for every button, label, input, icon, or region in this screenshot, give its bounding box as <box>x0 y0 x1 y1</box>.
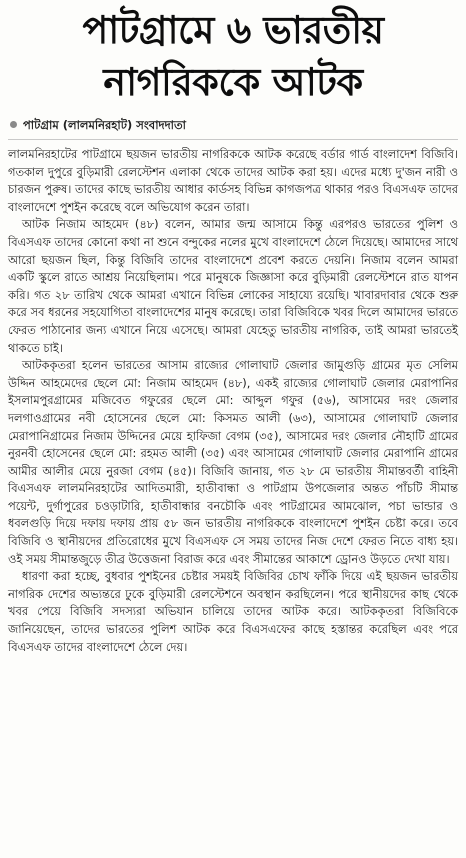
paragraph-1: লালমনিরহাটের পাটগ্রামে ছয়জন ভারতীয় নাগরিককে আটক করেছে বর্ডার গার্ড বাংলাদেশ বিজিবি। গতকাল দুপুরে বুড়িমারী রেলস্টেশন এলাকা থেকে তাদের আটক করা হয়। এদের মধ্যে দু'জন নারী ও চারজন পুরুষ। তাদের কাছে ভারতীয় আধার কার্ডসহ বিভিন্ন কাগজপত্র থাকার পরও বিএসএফ তাদের বাংলাদেশে পুশইন করেছে বলে অভিযোগ করেন তারা। <box>8 147 458 214</box>
paragraph-4: ধারণা করা হচ্ছে, বুধবার পুশইনের চেষ্টার সময়ই বিজিবির চোখ ফাঁকি দিয়ে এই ছয়জন ভারতীয় নাগরিক দেশের অভ্যন্তরে ঢুকে বুড়িমারী রেলস্টেশনে অবস্থান করছিলেন। পরে স্থানীয়দের কাছ থেকে খবর পেয়ে বিজিবি সদস্যরা অভিযান চালিয়ে তাদের আটক করে। আটককৃতরা বিজিবিকে জানিয়েছেন, তাদের ভারতের পুলিশ আটক করে বিএসএফের কাছে হস্তান্তর করেছিল এবং পরে বিএসএফ তাদের বাংলাদেশে ঠেলে দেয়। <box>8 569 458 654</box>
headline-line-1: পাটগ্রামে ৬ ভারতীয় <box>82 8 384 52</box>
paragraph-2: আটক নিজাম আহমেদ (৪৮) বলেন, আমার জন্ম আসামে কিন্তু এরপরও ভারতের পুলিশ ও বিএসএফ তাদের কোনো কথা না শুনে বন্দুকের নলের মুখে বাংলাদেশে ঠেলে দিয়েছে। আমাদের সাথে আরো ছয়জন ছিল, কিন্তু বিজিবি তাদের বাংলাদেশে প্রবেশ করতে দেয়নি। নিজাম বলেন আমরা একটি স্কুলে রাতে আশ্রয় নিয়েছিলাম। পরে মানুষকে জিজ্ঞাসা করে বুড়িমারী রেলস্টেশনে রাত যাপন করি। গত ২৮ তারিখ থেকে আমরা এখানে বিভিন্ন লোকের সাহায্যে রয়েছি। খাবারদাবার থেকে শুরু করে সব ধরনের সহযোগিতা বাংলাদেশের মানুষ করেছে। তারা বিজিবিকে খবর দিলে আমাদের ভারতে ফেরত পাঠানোর জন্য এখানে নিয়ে এসেছে। আমরা যেহেতু ভারতীয় নাগরিক, তাই আমরা ভারতেই থাকতে চাই। <box>8 217 458 355</box>
dateline-text: পাটগ্রাম (লালমনিরহাট) সংবাদদাতা <box>23 118 186 132</box>
dateline <box>10 116 458 134</box>
article-body <box>8 146 458 656</box>
paragraph-3: আটককৃতরা হলেন ভারতের আসাম রাজ্যের গোলাঘাট জেলার জামুগুড়ি গ্রামের মৃত সেলিম উদ্দিন আহমেদের ছেলে মো: নিজাম আহমেদ (৪৮), একই রাজ্যের গোলাঘাট জেলার মেরাপানির ইসলামপুরগ্রামের মজিবেত গফুরের ছেলে মো: আব্দুল গফুর (৫৬), আসামের দরং জেলার দলগাওগ্রামের নবী হোসেনের ছেলে মো: কিসমত আলী (৬৩), আসামের গোলাঘাট জেলার মেরাপানিগ্রামের নিজাম উদ্দিনের মেয়ে হাফিজা বেগম (৩৫), আসামের দরং জেলার নৌহাটি গ্রামের নুরনবী হোসেনের ছেলে মো: রহমত আলী (৩৫) এবং আসামের গোলাঘাট জেলার মেরাপানি গ্রামের আমীর আলীর মেয়ে নুরজা বেগম (৪৫)। বিজিবি জানায়, গত ২৮ মে ভারতীয় সীমান্তবর্তী বাহিনী বিএসএফ লালমনিরহাটের আদিতমারী, হাতীবান্ধা ও পাটগ্রাম উপজেলার অন্তত পাঁচটি সীমান্ত পয়েন্ট, দুর্গাপুরের চওড়াটারি, হাতীবান্ধার বনচৌকি এবং পাটগ্রামের আমঝোল, পচা ভান্ডার ও ধবলগুড়ি দিয়ে দফায় দফায় প্রায় ৫৮ জন ভারতীয় নাগরিককে বাংলাদেশে পুশইন চেষ্টা করে। তবে বিজিবি ও স্থানীয়দের প্রতিরোধের মুখে বিএসএফ সে সময় তাদের নিজ দেশে ফেরত নিতে বাধ্য হয়। ওই সময় সীমান্তজুড়ে তীব্র উত্তেজনা বিরাজ করে এবং সীমান্তের আকাশে ড্রোনও উড়তে দেখা যায়। <box>8 358 458 566</box>
bullet-icon <box>10 121 17 128</box>
headline-line-2: নাগরিককে আটক <box>103 60 363 104</box>
headline <box>0 0 466 108</box>
divider <box>8 139 458 140</box>
